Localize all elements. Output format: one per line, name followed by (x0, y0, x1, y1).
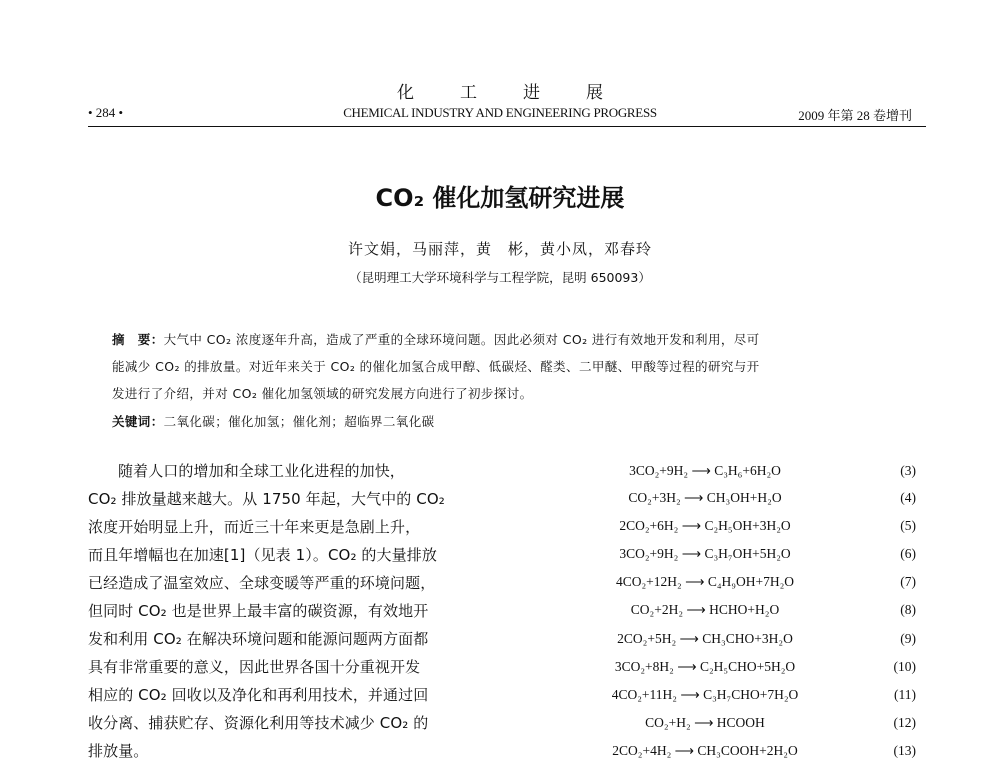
equation-number: (3) (900, 463, 916, 478)
page-number: • 284 • (88, 105, 124, 120)
body-line: 排放量。 (88, 742, 149, 760)
equation-number: (6) (900, 546, 916, 561)
abstract-line (112, 330, 902, 348)
equation: 2CO₂+6H₂ ⟶ C₂H₅OH+3H₂O (619, 518, 791, 533)
equation-number: (7) (900, 574, 916, 589)
equation: 2CO₂+4H₂ ⟶ CH₃COOH+2H₂O (612, 743, 798, 758)
equation-number: (8) (900, 602, 916, 617)
body-line: 已经造成了温室效应、全球变暖等严重的环境问题， (88, 574, 436, 592)
body-line: 收分离、捕获贮存、资源化利用等技术减少 CO₂ 的 (88, 714, 429, 732)
body-line: 而且年增幅也在加速[1]（见表 1）。CO₂ 的大量排放 (88, 546, 437, 564)
abstract-line: 发进行了介绍，并对 CO₂ 催化加氢领域的研究发展方向进行了初步探讨。 (112, 386, 533, 401)
body-line: 但同时 CO₂ 也是世界上最丰富的碳资源，有效地开 (88, 602, 429, 620)
equation-number: (12) (893, 715, 916, 730)
equation-number: (13) (893, 743, 916, 758)
equation: 3CO₂+9H₂ ⟶ C₃H₇OH+5H₂O (619, 546, 791, 561)
body-line: CO₂ 排放量越来越大。从 1750 年起，大气中的 CO₂ (88, 490, 445, 508)
author-list: 许文娟，马丽萍，黄 彬，黄小凤，邓春玲 (347, 240, 652, 258)
abstract-text: 大气中 CO₂ 浓度逐年升高，造成了严重的全球环境问题。因此必须对 CO₂ 进行有效地开发和利用，尽可 (163, 332, 760, 347)
equation-number: (4) (900, 490, 916, 505)
affiliation: （昆明理工大学环境科学与工程学院，昆明 650093） (349, 270, 651, 285)
journal-title-cn: 化工进展 (397, 83, 649, 103)
equation: 3CO₂+8H₂ ⟶ C₂H₅CHO+5H₂O (614, 659, 796, 674)
keywords-text: 二氧化碳；催化加氢；催化剂；超临界二氧化碳 (163, 414, 435, 429)
equation-number: (11) (894, 687, 916, 702)
body-line: 发和利用 CO₂ 在解决环境问题和能源问题两方面都 (88, 630, 429, 648)
body-line: 随着人口的增加和全球工业化进程的加快， (118, 462, 405, 480)
keywords-label: 关键词： (112, 414, 164, 429)
header-rule (88, 126, 926, 127)
body-line: 具有非常重要的意义，因此世界各国十分重视开发 (88, 658, 421, 676)
equation: CO₂+3H₂ ⟶ CH₃OH+H₂O (628, 490, 782, 505)
issue-info: 2009 年第 28 卷增刊 (798, 108, 912, 123)
equation-number: (9) (900, 631, 916, 646)
equation: 3CO₂+9H₂ ⟶ C₃H₆+6H₂O (629, 463, 781, 478)
equation: CO₂+2H₂ ⟶ HCHO+H₂O (630, 602, 780, 617)
abstract-label: 摘 要： (112, 332, 164, 347)
body-line: 浓度开始明显上升，而近三十年来更是急剧上升， (88, 518, 421, 536)
journal-title-en: CHEMICAL INDUSTRY AND ENGINEERING PROGRESS (343, 105, 657, 120)
body-line: 相应的 CO₂ 回收以及净化和再利用技术，并通过回 (88, 686, 429, 704)
equation-number: (10) (893, 659, 916, 674)
equation: 4CO₂+12H₂ ⟶ C₄H₉OH+7H₂O (615, 574, 795, 589)
keywords-line (112, 412, 902, 430)
equation: 2CO₂+5H₂ ⟶ CH₃CHO+3H₂O (617, 631, 793, 646)
equation-number: (5) (900, 518, 916, 533)
equation: CO₂+H₂ ⟶ HCOOH (645, 715, 765, 730)
article-title: CO₂ 催化加氢研究进展 (375, 184, 625, 212)
abstract-line: 能减少 CO₂ 的排放量。对近年来关于 CO₂ 的催化加氢合成甲醇、低碳烃、醛类、二甲醚、甲酸等过程的研究与开 (112, 359, 760, 374)
equation: 4CO₂+11H₂ ⟶ C₃H₇CHO+7H₂O (611, 687, 799, 702)
